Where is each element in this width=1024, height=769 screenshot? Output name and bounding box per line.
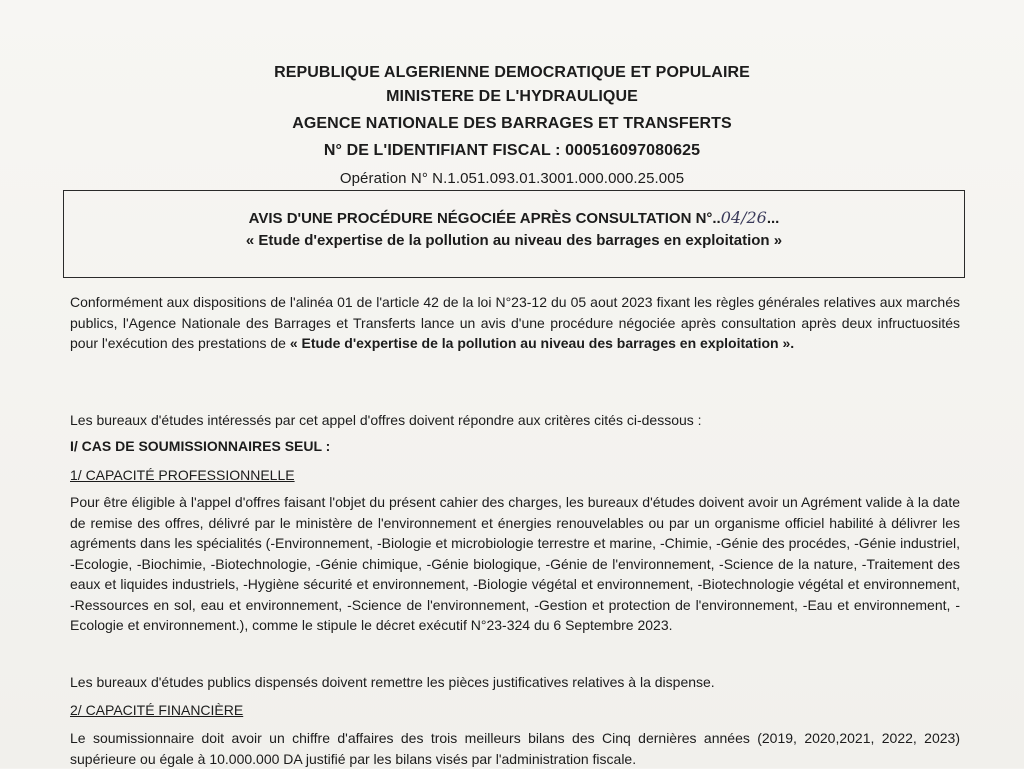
financial-capacity-paragraph: Le soumissionnaire doit avoir un chiffre d'affaires des trois meilleurs bilans des Cinq dernières années (2019, 2020,2021, 2022, 2023) supérieure ou égale à 10.000.000 DA justifié par les bilans visés par l'administration fiscale.: [70, 730, 960, 767]
section-single-bidder: I/ CAS DE SOUMISSIONNAIRES SEUL :: [70, 438, 331, 454]
header-operation-number: Opération N° N.1.051.093.01.3001.000.000.25.005: [339, 170, 685, 187]
intro-subject-bold: « Etude d'expertise de la pollution au niveau des barrages en exploitation ».: [289, 335, 795, 351]
notice-title-suffix: ...: [766, 210, 780, 227]
subsection-financial-capacity: 2/ CAPACITÉ FINANCIÈRE: [70, 702, 244, 718]
notice-title: [64, 208, 964, 227]
notice-title-prefix: AVIS D'UNE PROCÉDURE NÉGOCIÉE APRÈS CONSULTATION N°..: [248, 210, 721, 227]
header-agency: AGENCE NATIONALE DES BARRAGES ET TRANSFERTS: [292, 115, 732, 132]
notice-handwritten-number: 04/26: [720, 208, 767, 227]
notice-title-box: [63, 190, 965, 278]
header-ministry: MINISTERE DE L'HYDRAULIQUE: [386, 88, 638, 105]
subsection-professional-capacity: 1/ CAPACITÉ PROFESSIONNELLE: [70, 467, 295, 483]
notice-subject: « Etude d'expertise de la pollution au niveau des barrages en exploitation »: [245, 232, 783, 249]
intro-text: Conformément aux dispositions de l'alinéa 01 de l'article 42 de la loi N°23-12 du 05 aout 2023 fixant les règles générales relatives aux marchés publics, l'Agence Nationale des Barrages et Transferts lance un avis d'une procédure négociée après consultation après deux infructuosités pour l'exécution des prestations de: [70, 294, 960, 351]
header-republic: REPUBLIQUE ALGERIENNE DEMOCRATIQUE ET POPULAIRE: [274, 64, 750, 81]
public-offices-paragraph: Les bureaux d'études publics dispensés doivent remettre les pièces justificatives relatives à la dispense.: [70, 674, 715, 690]
intro-paragraph: [70, 292, 960, 354]
criteria-intro: Les bureaux d'études intéressés par cet appel d'offres doivent répondre aux critères cités ci-dessous :: [70, 412, 702, 428]
professional-capacity-paragraph: Pour être éligible à l'appel d'offres faisant l'objet du présent cahier des charges, les bureaux d'études doivent avoir un Agrément valide à la date de remise des offres, délivré par le ministère de l'environnement et énergies renouvelables ou par un organisme officiel habilité à délivrer les agréments dans les spécialités (-Environnement, -Biologie et microbiologie terrestre et marine, -Chimie, -Génie des procédes, -Génie industriel, -Ecologie, -Biochimie, -Biotechnologie, -Génie chimique, -Génie biologique, -Génie de l'environnement, -Science de la nature, -Traitement des eaux et liquides industriels, -Hygiène sécurité et environnement, -Biologie végétal et environnement, -Biotechnologie végétal et environnement, -Ressources en sol, eau et environnement, -Science de l'environnement, -Gestion et protection de l'environnement, -Eau et environnement, -Ecologie et environnement.), comme le stipule le décret exécutif N°23-324 du 6 Septembre 2023.: [70, 494, 960, 633]
header-fiscal-id: N° DE L'IDENTIFIANT FISCAL : 000516097080625: [323, 142, 701, 159]
